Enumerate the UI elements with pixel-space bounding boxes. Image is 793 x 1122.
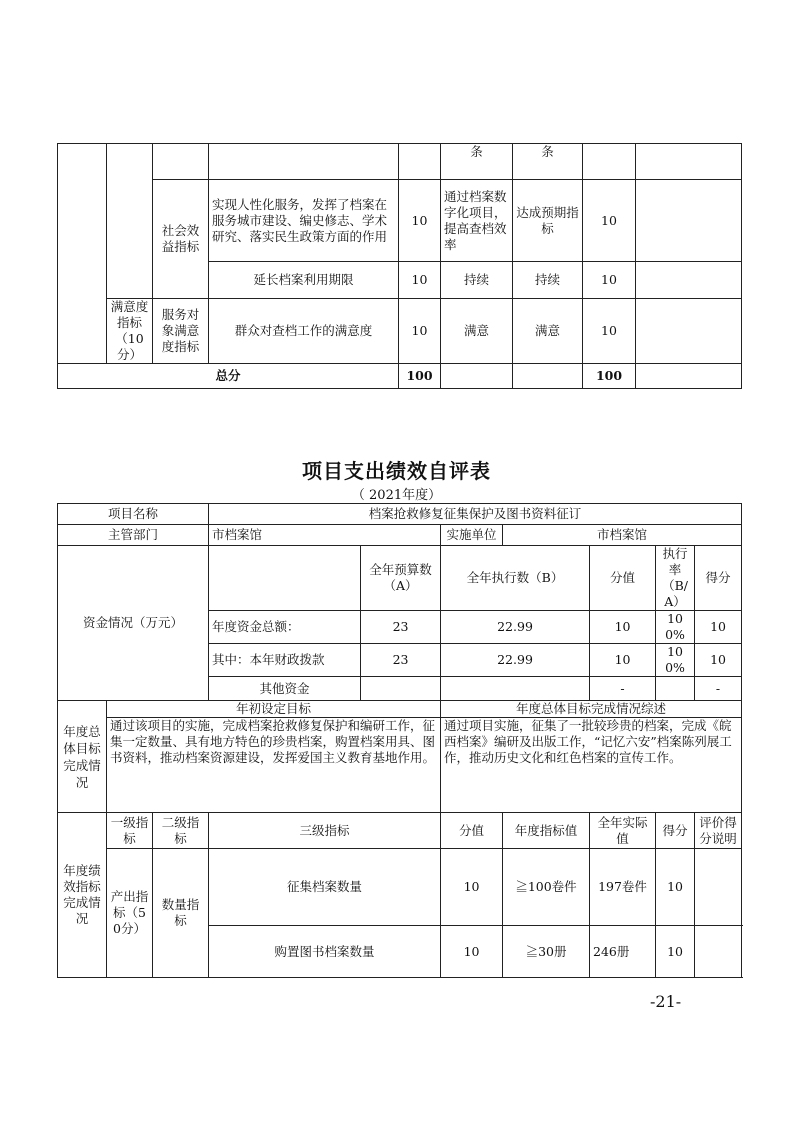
rate-value	[656, 677, 695, 701]
remark-cell	[636, 299, 742, 364]
level1-indicator: 产出指标（50分）	[107, 849, 153, 978]
level1-header: 一级指标	[107, 813, 153, 849]
level2-indicator: 数量指标	[153, 849, 209, 978]
score-value-cell: 10	[399, 262, 441, 299]
score-header: 得分	[656, 813, 695, 849]
goal-planned-text: 通过该项目的实施，完成档案抢救修复保护和编研工作，征集一定数量、具有地方特色的珍贵档案，购置档案用具、图书资料，推动档案资源建设，发挥爱国主义教育基地作用。	[107, 718, 441, 813]
funds-row-label: 其他资金	[209, 677, 361, 701]
funds-row-label: 其中：本年财政拨款	[209, 644, 361, 677]
level3-indicator: 实现人性化服务，发挥了档案在服务城市建设、编史修志、学术研究、落实民生政策方面的作用	[209, 180, 399, 262]
score-value: -	[590, 677, 656, 701]
project-name-label: 项目名称	[58, 504, 209, 525]
score-cell: 10	[656, 926, 695, 978]
table-row	[58, 525, 742, 546]
dept-label: 主管部门	[58, 525, 209, 546]
annual-target-cell: 满意	[441, 299, 513, 364]
score-header: 得分	[695, 546, 742, 611]
page-number: -21-	[650, 992, 682, 1011]
remark-cell	[636, 180, 742, 262]
table-row	[58, 546, 742, 611]
total-score-value: 100	[399, 364, 441, 389]
dept-value: 市档案馆	[209, 525, 441, 546]
level3-indicator: 群众对查档工作的满意度	[209, 299, 399, 364]
goal-actual-text: 通过项目实施，征集了一批较珍贵的档案，完成《皖西档案》编研及出版工作，“记忆六安”档案陈列展工作，推动历史文化和红色档案的宣传工作。	[441, 718, 742, 813]
score-cell: 10	[656, 849, 695, 926]
rate-value: 100%	[656, 611, 695, 644]
page-title: 项目支出绩效自评表	[302, 459, 491, 483]
target-cell: ≧100卷件	[503, 849, 590, 926]
table-row	[58, 299, 742, 364]
annual-target-cell: 通过档案数字化项目，提高查档效率	[441, 180, 513, 262]
actual-value-cell: 持续	[513, 262, 583, 299]
funds-label: 资金情况（万元）	[58, 546, 209, 701]
score-value-cell: 10	[399, 299, 441, 364]
project-name-value: 档案抢救修复征集保护及图书资料征订	[209, 504, 742, 525]
score-value: 10	[590, 611, 656, 644]
value-cell: 10	[441, 926, 503, 978]
empty-cell	[583, 144, 636, 180]
table-row	[58, 813, 742, 849]
total-score: 100	[583, 364, 636, 389]
score-cell: 10	[583, 262, 636, 299]
target-header: 年度指标值	[503, 813, 590, 849]
rate-value: 100%	[656, 644, 695, 677]
score-value: 10	[695, 611, 742, 644]
remark-cell	[695, 849, 742, 926]
value-cell: 10	[441, 849, 503, 926]
total-row	[58, 364, 742, 389]
level2-indicator: 服务对象满意度指标	[153, 299, 209, 364]
table-row	[58, 144, 742, 180]
page-subtitle: （ 2021年度）	[351, 488, 442, 503]
total-label: 总分	[58, 364, 399, 389]
empty-cell	[636, 364, 742, 389]
empty-cell	[153, 144, 209, 180]
score-value-header: 分值	[590, 546, 656, 611]
level3-indicator: 征集档案数量	[209, 849, 441, 926]
actual-cell: 246册	[590, 926, 656, 978]
empty-cell	[441, 364, 513, 389]
exec-value	[441, 677, 590, 701]
level2-indicator: 社会效益指标	[153, 180, 209, 299]
empty-cell	[399, 144, 441, 180]
continuation-table	[57, 143, 742, 389]
remark-cell	[695, 926, 742, 978]
goal-planned-header: 年初设定目标	[107, 701, 441, 718]
level2-header: 二级指标	[153, 813, 209, 849]
value-header: 分值	[441, 813, 503, 849]
table-row	[58, 701, 742, 718]
empty-cell	[209, 546, 361, 611]
table-row	[58, 718, 742, 813]
empty-cell	[107, 144, 153, 299]
table-row	[58, 180, 742, 262]
table-row	[58, 504, 742, 525]
score-cell: 10	[583, 299, 636, 364]
remark-cell	[636, 262, 742, 299]
actual-header: 全年实际值	[590, 813, 656, 849]
annual-target-cell: 持续	[441, 262, 513, 299]
budget-value: 23	[361, 644, 441, 677]
exec-value: 22.99	[441, 611, 590, 644]
level3-indicator: 购置图书档案数量	[209, 926, 441, 978]
evaluation-table	[57, 503, 742, 978]
impl-label: 实施单位	[441, 525, 503, 546]
level3-indicator: 延长档案利用期限	[209, 262, 399, 299]
score-value: 10	[695, 644, 742, 677]
budget-header: 全年预算数（A）	[361, 546, 441, 611]
budget-value	[361, 677, 441, 701]
remark-header: 评价得分说明	[695, 813, 742, 849]
score-value-cell: 10	[399, 180, 441, 262]
target-value-cell: 条	[441, 144, 513, 180]
actual-value-cell: 满意	[513, 299, 583, 364]
empty-cell	[209, 144, 399, 180]
table-row	[58, 849, 742, 926]
actual-value-cell: 条	[513, 144, 583, 180]
score-value: 10	[590, 644, 656, 677]
exec-header: 全年执行数（B）	[441, 546, 590, 611]
budget-value: 23	[361, 611, 441, 644]
level1-indicator: 满意度指标（10分）	[107, 299, 153, 364]
exec-value: 22.99	[441, 644, 590, 677]
actual-value-cell: 达成预期指标	[513, 180, 583, 262]
level3-header: 三级指标	[209, 813, 441, 849]
empty-cell	[636, 144, 742, 180]
score-value: -	[695, 677, 742, 701]
goal-actual-header: 年度总体目标完成情况综述	[441, 701, 742, 718]
impl-value: 市档案馆	[503, 525, 742, 546]
target-cell: ≧30册	[503, 926, 590, 978]
actual-cell: 197卷件	[590, 849, 656, 926]
rate-header: 执行率（B/A）	[656, 546, 695, 611]
empty-cell	[58, 144, 107, 364]
score-cell: 10	[583, 180, 636, 262]
goal-side-label: 年度总体目标完成情况	[58, 701, 107, 813]
indicator-side-label: 年度绩效指标完成情况	[58, 813, 107, 978]
empty-cell	[513, 364, 583, 389]
funds-row-label: 年度资金总额：	[209, 611, 361, 644]
